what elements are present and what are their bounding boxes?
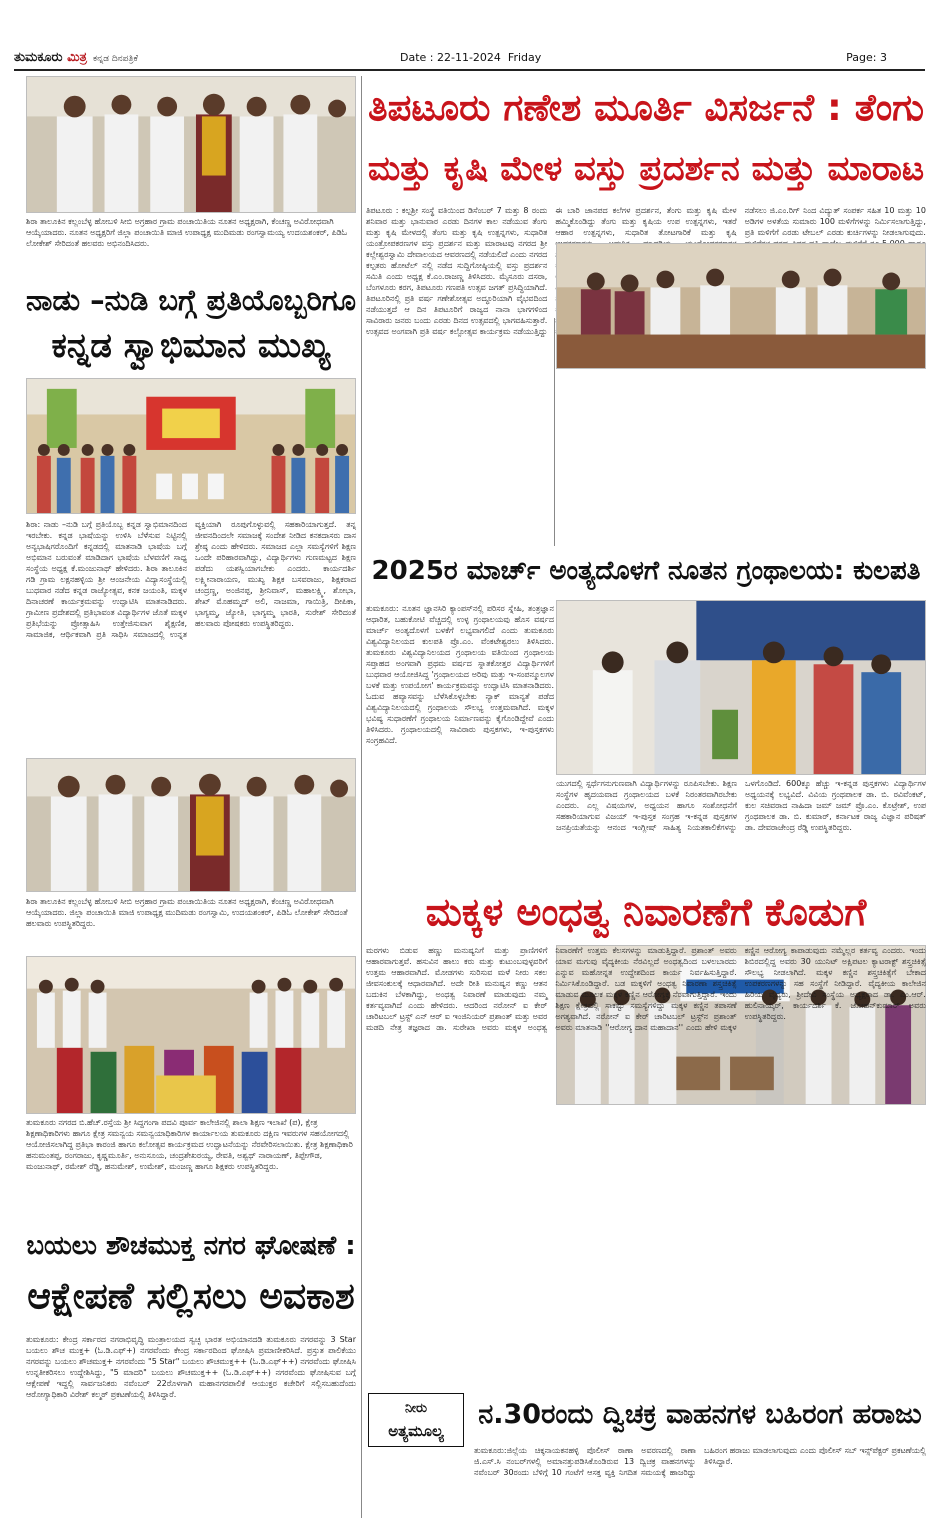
tiptur-article-body: ತಿಪಟೂರು : ಕಲ್ಪಶ್ರೀ ಸಂಸ್ಥೆ ವತಿಯಿಂದ ಡಿಸೆಂಬರ್ 7 ಮತ್ತು 8 ರಂದು ಶನಿವಾರ ಮತ್ತು ಭಾನುವಾರ ಎರಡು ದಿನಗಳ ಕಾಲ ನಡೆಯುವ ತೆಂಗು ಮತ್ತು ಕೃಷಿ ಮೇಳದಲ್ಲಿ ತೆಂಗು ಮತ್ತು ಕೃಷಿ ಉತ್ಪನ್ನಗಳು, ಸುಧಾರಿತ ಯಂತ್ರೋಪಕರಣಗಳ ವಸ್ತು ಪ್ರದರ್ಶನ ಮತ್ತು ಮಾರಾಟವು ನಗರದ ಶ್ರೀ ಕಲ್ಲೇಶ್ವರಸ್ವಾಮಿ ದೇವಾಲಯದ ಆವರಣದಲ್ಲಿ ನಡೆಯಲಿದೆ ಎಂದು ನಗರದ ಕಲ್ಪತರು ಹೋಟೆಲ್ ನಲ್ಲಿ ನಡೆದ ಸುದ್ದಿಗೋಷ್ಠಿಯಲ್ಲಿ ವಸ್ತು ಪ್ರದರ್ಶನ ಸಮಿತಿ ಎಂದು ಅಧ್ಯಕ್ಷ ಕೆ.ಎಂ.ರಾಜಣ್ಣ ತಿಳಿಸಿದರು. ಮೈಸೂರು ದಸರಾ, ಬೆಂಗಳೂರು ಕರಗ, ತಿಪಟೂರು ಗಣಪತಿ ಉತ್ಸವ ಜಗತ್ ಪ್ರಸಿದ್ಧಿಯಾಗಿದೆ. ತಿಪಟೂರಿನಲ್ಲಿ ಪ್ರತಿ ವರ್ಷ ಗಣೇಶೋತ್ಸವ ಅದ್ಧೂರಿಯಾಗಿ ವೈಭವದಿಂದ ನಡೆಯುತ್ತದೆ ಆ ದಿನ ತಿಪಟೂರಿಗೆ ರಾಜ್ಯದ ನಾನಾ ಭಾಗಗಳಿಂದ ಸಾವಿರಾರು ಜನರು ಬಂದು ಎರಡು ದಿನದ ಉತ್ಸವದಲ್ಲಿ ಭಾಗವಹಿಸುತ್ತಾರೆ. ಉತ್ಸವದ ಅಂಗವಾಗಿ ಪ್ರತಿ ವರ್ಷ ಕಲ್ಪೋತ್ಸವ ಕಾರ್ಯಕ್ರಮ ನಡೆಯುತ್ತಿದ್ದು ಈ ಬಾರಿ ಜಾನಪದ ಕಲೆಗಳ ಪ್ರದರ್ಶನ, ತೆಂಗು ಮತ್ತು ಕೃಷಿ ಮೇಳ ಹಮ್ಮಿಕೊಂಡಿದ್ದು ತೆಂಗು ಮತ್ತು ಕೃಷಿಯ ಉಪ ಉತ್ಪನ್ನಗಳು, ಇತರೆ ಆಹಾರ ಉತ್ಪನ್ನಗಳು, ಸುಧಾರಿತ ತೋಟಗಾರಿಕೆ ಮತ್ತು ಕೃಷಿ ನಡೆಸಲು ಜಿ.ಎಂ.ರಿಗ್ ನಿಂದ ವಿದ್ಯುತ್ ಸಂಪರ್ಕ ಸಹಿತ 10 ಮತ್ತು 10 ಅಡಿಗಳ ಅಳತೆಯ ಸುಮಾರು 100 ಮಳಿಗೆಗಳನ್ನು ನಿರ್ಮಿಸಲಾಗುತ್ತಿದ್ದು, ಪ್ರತಿ ಮಳಿಗೆಗೆ ಎರಡು ಟೇಬಲ್ ಎರಡು ಕುರ್ಚಿಗಳನ್ನು ನೀಡಲಾಗುವುದು. xyxy=(366,206,926,336)
headline-bayalu-line1: ಬಯಲು ಶೌಚಮುಕ್ತ ನಗರ ಘೋಷಣೆ : xyxy=(26,1231,356,1261)
photo-kannada-rajyotsava xyxy=(26,378,356,514)
photo1-caption: ಶಿರಾ ತಾಲೂಕಿನ ಕಲ್ಲಂಬೆಳ್ಳ ಹೋಬಳಿ ಸೀಬಿ ಅಗ್ರಹಾರ ಗ್ರಾಮ ಪಂಚಾಯಿತಿಯ ನೂತನ ಅಧ್ಯಕ್ಷರಾಗಿ, ಕೆಂಚಣ್ಣ ಅವಿರೋಧವಾಗಿ ಆಯ್ಕೆಯಾದರು. ನೂತನ ಅಧ್ಯಕ್ಷರಿಗೆ ಜಿಲ್ಲಾ ಪಂಚಾಯಿತಿ ಮಾಜಿ ಉಪಾಧ್ಯಕ್ಷ ಮುದಿಮಡು ರಂಗಸ್ವಾಮಯ್ಯ ಉದಯಶಂಕರ್, ಪಿಡಿಓ ಲೋಕೇಶ್ ಸೇರಿದಂತೆ ಹಲವರು ಅಭಿನಂದಿಸಿದರು. xyxy=(26,217,348,248)
auction-article-body: ತುಮಕೂರು:ಜಿಲ್ಲೆಯ ಚಿಕ್ಕನಾಯಕನಹಳ್ಳಿ ಪೊಲೀಸ್ ಠಾಣಾ ಅವರಣದಲ್ಲಿ ಠಾಣಾ ಜಿ.ಎಸ್.ಸಿ ನಂಬರ್‌ಗಳಲ್ಲಿ ಅಮಾನತ್ತುಪಡಿಸಿಕೊಂಡಿರುವ 13 ದ್ವಿಚಕ್ರ ವಾಹನಗಳನ್ನು ನವೆಂಬರ್ 30ರಂದು ಬೆಳಿಗ್ಗೆ 10 ಗಂಟೆಗೆ ಆಸಕ್ತ ವ್ಯಕ್ತಿ ನಿಗದಿತ ಸಮಯಕ್ಕೆ ಹಾಜರಿದ್ದು ಬಹಿರಂಗ ಹರಾಜು ಮಾಡಲಾಗುವುದು ಎಂದು ಪೊಲೀಸ್ ಸಬ್ ಇನ್ಸ್‌ಪೆಕ್ಟರ್ ಪ್ರಕಟಣೆಯಲ್ಲಿ ತಿಳಿಸಿದ್ದಾರೆ. xyxy=(474,1446,926,1477)
photo-press-meet xyxy=(556,243,926,369)
photo4-caption: ತುಮಕೂರು ನಗರದ ಬಿ.ಹೆಚ್.ರಸ್ತೆಯ ಶ್ರೀ ಸಿದ್ದಗಂಗಾ ಪದವಿ ಪೂರ್ವ ಕಾಲೇಜಿನಲ್ಲಿ ಶಾಲಾ ಶಿಕ್ಷಣ ಇಲಾಖೆ (ಪ), ಕ್ಷೇತ್ರ ಶಿಕ್ಷಣಾಧಿಕಾರಿಗಳು ಹಾಗೂ ಕ್ಷೇತ್ರ ಸಮನ್ವಯ ಸಮನ್ವಯಾಧಿಕಾರಿಗಳ ಕಾರ್ಯಾಲಯ ತುಮಕೂರು ದಕ್ಷಿಣ ಇವರುಗಳ ಸಹಯೋಗದಲ್ಲಿ ಆಯೋಜಿಸಲಾಗಿದ್ದ ಪ್ರತಿಭಾ ಕಾರಂಜಿ ಹಾಗೂ ಕಲೋತ್ಸವ ಕಾರ್ಯಕ್ರಮದ ಉದ್ಘಾಟನೆಯನ್ನು ನೆರವೇರಿಸಲಾಯಿತು. ಕ್ಷೇತ್ರ ಶಿಕ್ಷಣಾಧಿಕಾರಿ ಹನುಮಂತಪ್ಪ, ರಂಗರಾಜು, ಕೃಷ್ಣಮೂರ್ತಿ, ಅನುಸೂಯ, ಚಂದ್ರಶೇಖರಯ್ಯ, ರೇವತಿ, ಅಶ್ವಥ್ ನಾರಾಯಣ್, ತಿಪ್ಪೇಗೌಡ, ಮಂಜುನಾಥ್, ರಮೇಶ್ ರೆಡ್ಡಿ, ಹನುಮೇಶ್, ಉಮೇಶ್, ಮಂಜಣ್ಣ ಹಾಗೂ ಶಿಕ್ಷಕರು ಉಪಸ್ಥಿತರಿದ್ದರು. xyxy=(26,1118,353,1171)
photo-library-inauguration xyxy=(556,600,926,775)
day: Friday xyxy=(507,51,542,64)
headline-nadu-line1: ನಾಡು –ನುಡಿ ಬಗ್ಗೆ ಪ್ರತಿಯೊಬ್ಬರಿಗೂ xyxy=(26,283,356,317)
dateline xyxy=(400,51,541,64)
photo-pratibha-karanji xyxy=(26,956,356,1114)
box-water-line2: ಅತ್ಯಮೂಲ್ಯ xyxy=(388,1422,444,1440)
photo3-caption: ಶಿರಾ ತಾಲೂಕಿನ ಕಲ್ಲಂಬೆಳ್ಳ ಹೋಬಳಿ ಸೀಬಿ ಅಗ್ರಹಾರ ಗ್ರಾಮ ಪಂಚಾಯಿತಿಯ ನೂತನ ಅಧ್ಯಕ್ಷರಾಗಿ, ಕೆಂಚಣ್ಣ ಅವಿರೋಧವಾಗಿ ಆಯ್ಕೆಯಾದರು. ಜಿಲ್ಲಾ ಪಂಚಾಯಿತಿ ಮಾಜಿ ಉಪಾಧ್ಯಕ್ಷ ಮುದಿಮಡು ರಂಗಸ್ವಾಮಿ, ಉದಯಶಂಕರ್, ಪಿಡಿಓ ಲೋಕೇಶ್ ಸೇರಿದಂತೆ ಹಲವಾರು ಉಪಸ್ಥಿತರಿದ್ದರು. xyxy=(26,897,348,928)
masthead-rule xyxy=(14,69,925,71)
date: Date : 22-11-2024 xyxy=(400,51,501,64)
nadu-article-body: ಶಿರಾ: ನಾಡು –ನುಡಿ ಬಗ್ಗೆ ಪ್ರತಿಯೊಬ್ಬ ಕನ್ನಡ ಸ್ವಾಭಿಮಾನದಿಂದ ಇರಬೇಕು. ಕನ್ನಡ ಭಾಷೆಯನ್ನು ಉಳಿಸಿ ಬೆಳೆಸುವ ನಿಟ್ಟಿನಲ್ಲಿ ಅನ್ಯಭಾಷಿಗರೊಂದಿಗೆ ಕನ್ನಡದಲ್ಲಿ ಮಾತನಾಡಿ ಭಾಷೆಯ ಬಗ್ಗೆ ಅಭಿಮಾನ ಬರುವಂತೆ ಮಾಡಿದಾಗ ಭಾಷೆಯ ಬೆಳವಣಿಗೆ ಸಾಧ್ಯ ಸಂಸ್ಥೆಯ ಅಧ್ಯಕ್ಷ ಕೆ.ಮಂಜುನಾಥ್ ಹೇಳಿದರು. ಶಿರಾ ತಾಲೂಕಿನ ಗಡಿ ಗ್ರಾಮ ಲಕ್ಷನಹಳ್ಳಿಯ ಶ್ರೀ ಆಂಜನೇಯ ವಿದ್ಯಾಸಂಸ್ಥೆಯಲ್ಲಿ ಬುಧವಾರ ನಡೆದ ಕನ್ನಡ ರಾಜ್ಯೋತ್ಸವ, ಕನಕ ಜಯಂತಿ, ಮಕ್ಕಳ ದಿನಾಚರಣೆ ಕಾರ್ಯಕ್ರಮವನ್ನು ಉದ್ಘಾಟಿಸಿ ಮಾತನಾಡಿದರು. ಗ್ರಾಮೀಣ ಪ್ರದೇಶದಲ್ಲಿ ಪ್ರತಿಭಾವಂತ ವಿದ್ಯಾರ್ಥಿಗಳ ಜೊತೆ ಮಕ್ಕಳ ಪ್ರತಿಭೆಯನ್ನು ಪ್ರೋತ್ಸಾಹಿಸಿ ಉತ್ತೇಜಿಸುವಾಗ ಶೈಕ್ಷಣಿಕ, ಸಾಮಾಜಿಕ, ಆರ್ಥಿಕವಾಗಿ ಪ್ರತಿ ಸಾಧಿಸಿ ಸಮಾಜದಲ್ಲಿ ಉನ್ನತ ವ್ಯಕ್ತಿಯಾಗಿ ರೂಪುಗೊಳ್ಳುವಲ್ಲಿ ಸಹಕಾರಿಯಾಗುತ್ತದೆ. ತನ್ನ ಜೀವನದಿಂದಲೇ ಸಮಾಜಕ್ಕೆ ಸಂದೇಶ ನೀಡಿದ ಕನಕದಾಸರು ದಾಸ ಶ್ರೇಷ್ಠ ಎಂದು ಹೇಳಿದರು. ಸಮಾಜದ ಎಲ್ಲಾ ಸಮಸ್ಯೆಗಳಿಗೆ ಶಿಕ್ಷಣ ಒಂದೇ ಪರಿಹಾರವಾಗಿದ್ದು, ವಿದ್ಯಾರ್ಥಿಗಳು ಗುಣಮಟ್ಟದ ಶಿಕ್ಷಣ ಪಡೆದು ಯಶಸ್ವಿಯಾಗಬೇಕು ಎಂದರು. ಕಾರ್ಯದರ್ಶಿ ಲಕ್ಷ್ಮೀನಾರಾಯಣ, ಮುಖ್ಯ ಶಿಕ್ಷಕ ಬಸವರಾಜು, ಶಿಕ್ಷಕರಾದ ಚಂದ್ರಣ್ಣ, ಅಂಜಿನಪ್ಪ, ಶ್ರೀನಿವಾಸ್, ಮಹಾಲಕ್ಷ್ಮಿ, ಶೋಭಾ, ಶೇಖ್ ಮೊಹಮ್ಮದ್ ಅಲಿ, ನಾಜಮಾ, ಗಾಯಿತ್ರಿ, ದೀಪಿಕಾ, ಭಾಗ್ಯಮ್ಮ, ಜ್ಯೋತಿ, ಭಾಗ್ಯಮ್ಮ ಭಾರತಿ, ಸುರೇಶ್ ಸೇರಿದಂತೆ ಹಲವಾರು ಪೋಷಕರು ಉಪಸ್ಥಿತರಿದ್ದರು. xyxy=(26,520,356,639)
box-water-line1: ನೀರು xyxy=(405,1401,427,1416)
headline-bayalu-line2: ಆಕ್ಷೇಪಣೆ ಸಲ್ಲಿಸಲು ಅವಕಾಶ xyxy=(27,1276,355,1317)
masthead-tagline: ಕನ್ನಡ ದಿನಪತ್ರಿಕೆ xyxy=(92,54,138,64)
bayalu-article-body: ತುಮಕೂರು: ಕೇಂದ್ರ ಸರ್ಕಾರದ ನಗರಾಭಿವೃದ್ಧಿ ಮಂತ್ರಾಲಯದ ಸ್ವಚ್ಛ ಭಾರತ ಅಭಿಯಾನದಡಿ ತುಮಕೂರು ನಗರವನ್ನು 3 Star ಬಯಲು ಶೌಚ ಮುಕ್ತ+ (ಓ.ಡಿ.ಎಫ್+) ನಗರವೆಂದು ಕೇಂದ್ರ ಸರ್ಕಾರದಿಂದ ಘೋಷಿಸಿ ಪ್ರಮಾಣೀಕರಿಸಿದೆ. ಪ್ರಸ್ತುತ ಪಾಲಿಕೆಯು ನಗರವನ್ನು ಬಯಲು ಶೌಚಮುಕ್ತ+ ನಗರವೆಂದು "5 Star" ಬಯಲು ಶೌಚಮುಕ್ತ++ (ಓ.ಡಿ.ಎಫ್++) ನಗರವೆಂದು ಘೋಷಿಸಿ ಉನ್ನತೀಕರಿಸಲು ಉದ್ದೇಶಿಸಿದ್ದು, "5 ಮಾದರಿ" ಬಯಲು ಶೌಚಮುಕ್ತ++ (ಓ.ಡಿ.ಎಫ್++) ನಗರವೆಂದು ಘೋಷಿಸುವ ಬಗ್ಗೆ ಆಕ್ಷೇಪಣೆ ಇದ್ದಲ್ಲಿ ಸಾರ್ವಜನಿಕರು ನವೆಂಬರ್ 22ರೊಳಗಾಗಿ ಮಹಾನಗರಪಾಲಿಕೆ ಆಯುಕ್ತರ ಕಚೇರಿಗೆ ಸಲ್ಲಿಸಬಹುದೆಂದು ಆರೋಗ್ಯಾಧಿಕಾರಿ ವಿರೇಶ್ ಕಲ್ಮಠ್ ಪ್ರಕಟಣೆಯಲ್ಲಿ ತಿಳಿಸಿದ್ದಾರೆ. xyxy=(26,1335,356,1399)
library-article-body-left: ತುಮಕೂರು: ನೂತನ ಜ್ಞಾನಸಿರಿ ಕ್ಯಾಂಪಸ್‌ನಲ್ಲಿ ಪರಿಸರ ಸ್ನೇಹಿ, ತಂತ್ರಜ್ಞಾನ ಆಧಾರಿತ, ಬಹುಕೋಟಿ ವೆಚ್ಚದಲ್ಲಿ ಉಳ್ಳ ಗ್ರಂಥಾಲಯವು ಹೊಸ ವರ್ಷದ ಮಾರ್ಚ್ ಅಂತ್ಯದೊಳಗೆ ಬಳಕೆಗೆ ಲಭ್ಯವಾಗಲಿದೆ ಎಂದು ತುಮಕೂರು ವಿಶ್ವವಿದ್ಯಾನಿಲಯದ ಕುಲಪತಿ ಪ್ರೊ.ಎಂ. ವೆಂಕಟೇಶ್ವರಲು ತಿಳಿಸಿದರು. ತುಮಕೂರು ವಿಶ್ವವಿದ್ಯಾನಿಲಯದ ಗ್ರಂಥಾಲಯ ವತಿಯಿಂದ ಗ್ರಂಥಾಲಯ ಸಪ್ತಾಹದ ಅಂಗವಾಗಿ ಪ್ರಥಮ ವರ್ಷದ ಸ್ನಾತಕೋತ್ತರ ವಿದ್ಯಾರ್ಥಿಗಳಿಗೆ ಬುಧವಾರ ಆಯೋಜಿಸಿದ್ದ 'ಗ್ರಂಥಾಲಯದ ಅರಿವು ಮತ್ತು ಇ-ಸಂಪನ್ಮೂಲಗಳ ಬಳಕೆ ಮತ್ತು ಉಪಯೋಗ' ಕಾರ್ಯಕ್ರಮವನ್ನು ಉದ್ಘಾಟಿಸಿ ಮಾತನಾಡಿದರು. ಓದುವ ಹವ್ಯಾಸವನ್ನು ಬೆಳೆಸಿಕೊಳ್ಳಬೇಕು ನ್ಯಾಕ್ ಮಾನ್ಯತೆ ಪಡೆದ ವಿಶ್ವವಿದ್ಯಾನಿಲಯದಲ್ಲಿ ಗ್ರಂಥಾಲಯ ಸೌಲಭ್ಯ ಉತ್ತಮವಾಗಿದೆ. ಮಕ್ಕಳ ಭವಿಷ್ಯ ಸುಧಾರಣೆಗೆ ಗ್ರಂಥಾಲಯ ನಿರ್ಮಾಣವನ್ನು ಕೈಗೊಂಡಿದ್ದೇವೆ ಎಂದು ತಿಳಿಸಿದರು. ಗ್ರಂಥಾಲಯದಲ್ಲಿ ಸಾವಿರಾರು ಪುಸ್ತಕಗಳು, ಇ-ಪುಸ್ತಕಗಳು ಸಂಗ್ರಹವಿದೆ. xyxy=(366,604,554,745)
children-article-body: ಮರಗಳು ಬಿಡುವ ಹಣ್ಣು ಮನುಷ್ಯನಿಗೆ ಮತ್ತು ಪ್ರಾಣಿಗಳಿಗೆ ಆಹಾರವಾಗುತ್ತವೆ. ಹಸುವಿನ ಹಾಲು ಕರು ಮತ್ತು ಕುಟುಂಬವುಳ್ಳವರಿಗೆ ಉತ್ತಮ ಆಹಾರವಾಗಿದೆ. ಮೋಡಗಳು ಸುರಿಸುವ ಮಳೆ ನೀರು ಸಕಲ ಜೀವಸಂಕುಲಕ್ಕೆ ಆಧಾರವಾಗಿದೆ. ಅದೇ ರೀತಿ ಮನುಷ್ಯನ ಕಣ್ಣು ಆತನ ಬದುಕಿನ ಬೆಳಕಾಗಿದ್ದು, ಅಂಧತ್ವ ನಿವಾರಣೆ ಮಾಡುವುದು ನಮ್ಮ ಕರ್ತವ್ಯವಾಗಿದೆ ಎಂದು ಹೇಳಿದರು. ಆದರಿಂದ ನರೋನ್ ಐ ಕೇರ್ ಚಾರಿಟಬಲ್ ಟ್ರಸ್ಟ್ ಎನ್ ಆರ್ ಐ ಇಂಜಿನಿಯರ್ ಪ್ರಶಾಂತ್ ಮತ್ತು ಅವರ ಮಡದಿ ನೇತ್ರ ತಜ್ಞರಾದ ಡಾ. ಸುರೇಖಾ ಅವರು ಮಕ್ಕಳ ಅಂಧತ್ವ ನಿವಾರಣೆಗೆ ಉತ್ತಮ ಕೆಲಸಗಳನ್ನು ಮಾಡುತ್ತಿದ್ದಾರೆ. ಪ್ರಶಾಂತ್ ಅವರು ಯಾವ ಮಗುವು ವೈದ್ಯಕೀಯ ನೆರವಿಲ್ಲದೆ ಅಂಧತ್ವದಿಂದ ಬಳಲಬಾರದು ಎನ್ನುವ ಮಹೋನ್ನತ ಉದ್ದೇಶದಿಂದ ಕಾರ್ಯ ನಿರ್ವಹಿಸುತ್ತಿದ್ದಾರೆ. ನಿರ್ಮಿಸಿಕೊಂಡಿದ್ದಾರೆ. ಬಡ ಮಕ್ಕಳಿಗೆ ಅಂಧತ್ವ ನಿವಾರಣಾ ಶಸ್ತ್ರಚಿಕಿತ್ಸೆ ಮಾಡುವ ಮೂಲಕ ಮಕ್ಕಳ ಕಣ್ಣಿನ ಆರೋಗ್ಯಕ್ಕೆ ನೆರವಾಗುತ್ತಿದ್ದಾರೆ. ಇಂದು ಶಿಕ್ಷಣ ಕ್ಷೇತ್ರದಲ್ಲಿ ಸಾಕಷ್ಟು ಸಮಸ್ಯೆಗಳಿದ್ದು ಮಕ್ಕಳ ಕಣ್ಣಿನ ತಪಾಸಣೆ ಅಗತ್ಯವಾಗಿದೆ. ನರೋನ್ ಐ ಕೇರ್ ಚಾರಿಟಬಲ್ ಟ್ರಸ್ಟ್‌ನ ಪ್ರಶಾಂತ್ ಅವರು ಮಾತನಾಡಿ ''ಆರೋಗ್ಯ ದಾನ ಮಹಾದಾನ'' ಎಂದು ಹೇಳಿ ಮಕ್ಕಳ ಕಣ್ಣಿನ ಆರೋಗ್ಯ ಕಾಪಾಡುವುದು ನಮ್ಮೆಲ್ಲರ ಕರ್ತವ್ಯ ಎಂದರು. ಇಂದು ಶಿಬಿರದಲ್ಲಿದ್ದ ಅವರು 30 ಯುನಿಟ್ ಅಕ್ಷಿಪಟಲ ಕ್ಯಾಟರಾಕ್ಟ್ ಶಸ್ತ್ರಚಿಕಿತ್ಸೆ ಸೌಲಭ್ಯ ನೀಡಲಾಗಿದೆ. ಮಕ್ಕಳ ಕಣ್ಣಿನ ಶಸ್ತ್ರಚಿಕಿತ್ಸೆಗೆ ಬೇಕಾದ ಉಪಕರಣಗಳನ್ನು ಸಹ ಸಂಸ್ಥೆಗೆ ನೀಡಿದ್ದಾರೆ. ವೈದ್ಯಕೀಯ ಕಾಲೇಜಿನ ಹಿರಿಯ ವೈದ್ಯರು, ಶ್ರೀದೇವಿ ಸಂಸ್ಥೆಯ ಅಧ್ಯಕ್ಷರಾದ ಡಾ. ಎಂ.ಆರ್. ಹುಲಿನಾಯ್ಕರ್, ಕಾರ್ಯದರ್ಶಿ ಕೆ. ಜೋಹನ್‌ಕುಮಾರ್ ಅವರು ಉಪಸ್ಥಿತರಿದ್ದರು. xyxy=(366,946,926,1032)
headline-main-line2: ಮತ್ತು ಕೃಷಿ ಮೇಳ ವಸ್ತು ಪ್ರದರ್ಶನ ಮತ್ತು ಮಾರಾಟ xyxy=(367,149,925,189)
masthead-name: ತುಮಕೂರು ಮಿತ್ರ xyxy=(14,50,87,65)
photo-panchayat-felicitation xyxy=(26,758,356,892)
column-divider xyxy=(361,76,362,1518)
library-article-body-right: ಯುಗದಲ್ಲಿ ಸ್ಪರ್ಧೆಗನುಗುಣವಾಗಿ ವಿದ್ಯಾರ್ಥಿಗಳನ್ನು ರೂಪಿಸಬೇಕು. ಶಿಕ್ಷಣ ಸಂಸ್ಥೆಗಳ ಹೃದಯವಾದ ಗ್ರಂಥಾಲಯದ ಬಳಕೆ ನಿರಂತರವಾಗಿರಬೇಕು ಎಂದರು. ಎಲ್ಲ ವಿಷಯಗಳ, ಅಧ್ಯಯನ ಹಾಗೂ ಸಂಶೋಧನೆಗೆ ಸಹಕಾರಿಯಾಗುವ ವಿಜಯ್ ಇ-ಪುಸ್ತಕ ಸಂಗ್ರಹ ಇ-ಕನ್ನಡ ಪುಸ್ತಕಗಳ ಜನಪ್ರಿಯತೆಯನ್ನು ಆನಂದ ಇಂಗ್ಲೀಷ್ ಸಾಹಿತ್ಯ ನಿಯತಕಾಲಿಕೆಗಳನ್ನು ಒಳಗೊಂಡಿದೆ. 600ಕ್ಕೂ ಹೆಚ್ಚು ಇ-ಕನ್ನಡ ಪುಸ್ತಕಗಳು ವಿದ್ಯಾರ್ಥಿಗಳ ಅಧ್ಯಯನಕ್ಕೆ ಲಭ್ಯವಿದೆ. ವಿವಿಯ ಗ್ರಂಥಪಾಲಕ ಡಾ. ಬಿ. ರವಿವೆಂಕಟ್, ಕುಲ ಸಚಿವರಾದ ನಾಹಿದಾ ಜಮ್‌ ಜಮ್ ಪ್ರೊ.ಎಂ. ಕೊಟ್ರೇಶ್, ಉಪ ಗ್ರಂಥಪಾಲಕ ಡಾ. ಬಿ. ಕುಮಾರ್, ಕರ್ನಾಟಕ ರಾಜ್ಯ ವಿಜ್ಞಾನ ಪರಿಷತ್ ಡಾ. ದೇವರಾಜೇಂದ್ರ ರೆಡ್ಡಿ ಉಪಸ್ಥಿತರಿದ್ದರು. xyxy=(556,779,926,832)
box-water-precious xyxy=(368,1393,464,1447)
photo-panchayat-president xyxy=(26,76,356,213)
headline-library: 2025ರ ಮಾರ್ಚ್ ಅಂತ್ಯದೊಳಗೆ ನೂತನ ಗ್ರಂಥಾಲಯ: ಕುಲಪತಿ xyxy=(371,556,921,586)
headline-auction: ನ.30ರಂದು ದ್ವಿಚಕ್ರ ವಾಹನಗಳ ಬಹಿರಂಗ ಹರಾಜು xyxy=(478,1399,922,1430)
headline-nadu-line2: ಕನ್ನಡ ಸ್ವಾಭಿಮಾನ ಮುಖ್ಯ xyxy=(51,326,331,366)
masthead xyxy=(14,50,138,65)
headline-main-line1: ತಿಪಟೂರು ಗಣೇಶ ಮೂರ್ತಿ ವಿಸರ್ಜನೆ : ತೆಂಗು xyxy=(368,86,924,129)
page-number: Page: 3 xyxy=(846,51,887,64)
headline-children: ಮಕ್ಕಳ ಅಂಧತ್ವ ನಿವಾರಣೆಗೆ ಕೊಡುಗೆ xyxy=(425,890,867,934)
